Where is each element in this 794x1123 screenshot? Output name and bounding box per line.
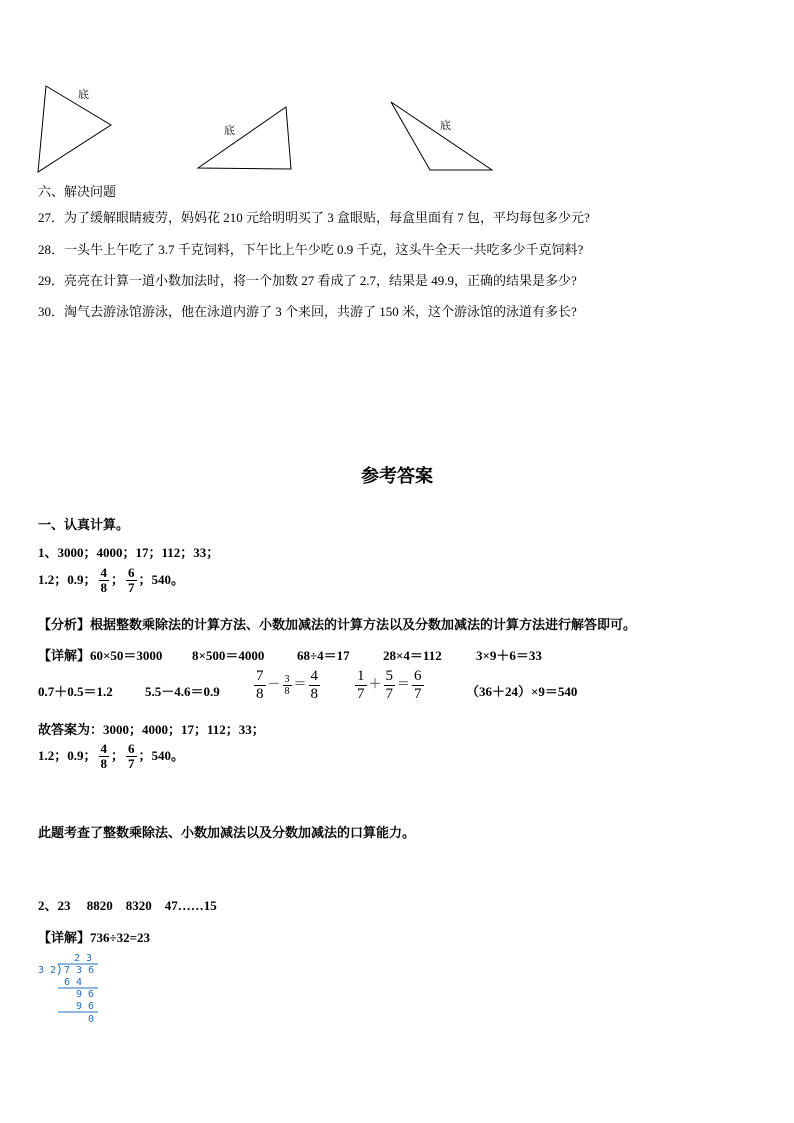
conclusion-line-1: 故答案为：3000；4000；17；112；33； <box>38 722 265 737</box>
calc-3: 68÷4＝17 <box>297 648 350 663</box>
analysis-line <box>38 614 636 633</box>
fraction-6-7: $\frac{6}{7}$ <box>128 565 135 596</box>
divisor: 3 2 <box>38 965 57 976</box>
answer-2-line: 2、23 8820 8320 47……15 <box>38 898 217 913</box>
analysis-tag: 【分析】 <box>38 617 91 632</box>
detail-tag: 【详解】 <box>38 648 91 663</box>
remainder: 0 <box>88 1014 95 1025</box>
triangle-1 <box>38 86 111 172</box>
calc-5: 3×9＋6＝33 <box>476 648 542 663</box>
triangle-3-label: 底 <box>440 120 451 132</box>
question-30: 30．淘气去游泳馆游泳，他在泳道内游了 3 个来回，共游了 150 米，这个游泳馆的泳道有多长? <box>38 304 577 319</box>
fraction-subtraction: $\frac{7}{8}$ － $\frac{3}{8}$ ＝ $\frac{4}{8}$ <box>256 668 319 702</box>
long-division <box>34 953 104 1028</box>
analysis-text: 根据整数乘除法的计算方法、小数加减法的计算方法以及分数加减法的计算方法进行解答即可。 <box>90 617 637 632</box>
division-step-3: 9 6 <box>76 1001 95 1012</box>
section-6-heading: 六、解决问题 <box>38 184 117 199</box>
answer-1-line-2-prefix: 1.2；0.9； <box>38 571 97 587</box>
answers-section-1-heading: 一、认真计算。 <box>38 517 130 532</box>
answer-1-line-2-suffix: ；540。 <box>138 571 185 587</box>
calc-4: 28×4＝112 <box>383 648 442 663</box>
calc-2: 8×500＝4000 <box>192 648 265 663</box>
quotient: 2 3 <box>74 953 93 964</box>
triangle-3 <box>391 102 492 170</box>
division-step-2: 9 6 <box>76 989 95 1000</box>
calc-mixed: （36＋24）×9＝540 <box>466 684 578 699</box>
detail-line-1 <box>38 645 162 664</box>
answers-title: 参考答案 <box>361 466 433 486</box>
question-27: 27．为了缓解眼睛疲劳，妈妈花 210 元给明明买了 3 盒眼贴，每盒里面有 7 包，平均每包多少元? <box>38 210 590 225</box>
triangle-2-label: 底 <box>224 125 235 137</box>
triangle-2 <box>198 107 291 169</box>
fraction-4-8: $\frac{4}{8}$ <box>100 565 108 596</box>
question-29: 29．亮亮在计算一道小数加法时，将一个加数 27 看成了 2.7，结果是 49.9，正确的结果是多少? <box>38 273 577 288</box>
fraction-addition: $\frac{1}{7}$ ＋ $\frac{5}{7}$ ＝ $\frac{6}{7}$ <box>357 668 422 702</box>
division-step-1: 6 4 <box>64 977 83 988</box>
conclusion-line-2: 1.2；0.9； $\frac{4}{8}$ ； $\frac{6}{7}$ ；540。 <box>38 741 185 772</box>
answer-2-detail: 【详解】736÷32=23 <box>38 930 151 945</box>
question-28: 28．一头牛上午吃了 3.7 千克饲料，下午比上午少吃 0.9 千克，这头牛全天一共吃多少千克饲料? <box>38 242 584 257</box>
triangle-1-label: 底 <box>78 89 89 101</box>
summary-line: 此题考查了整数乘除法、小数加减法以及分数加减法的口算能力。 <box>38 825 416 840</box>
triangle-figures <box>0 0 794 180</box>
calc-7: 5.5－4.6＝0.9 <box>145 684 220 699</box>
answer-1-line-1: 1、3000；4000；17；112；33； <box>38 545 220 560</box>
calc-6: 0.7＋0.5＝1.2 <box>38 684 113 699</box>
calc-1: 60×50＝3000 <box>90 648 163 663</box>
dividend: 7 3 6 <box>64 965 95 976</box>
answer-1-line-2: 1.2；0.9； $\frac{4}{8}$ ； $\frac{6}{7}$ ；540。 <box>38 565 185 596</box>
